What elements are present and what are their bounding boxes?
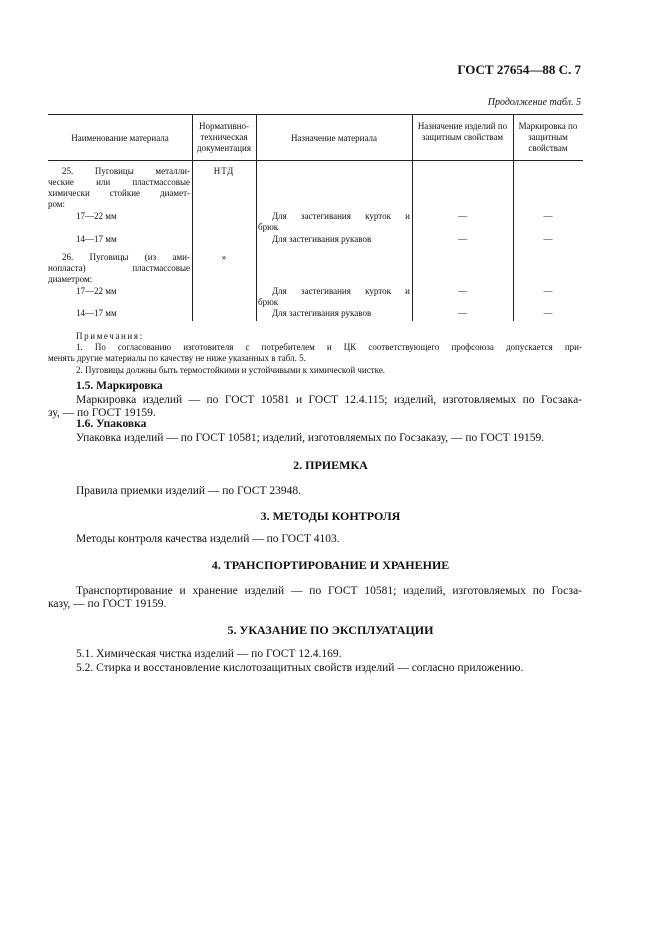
table-header-bottom-border	[48, 160, 583, 161]
section-1-5-line-2: зу, — по ГОСТ 19159.	[48, 407, 156, 419]
item-25-row-2-mark: —	[543, 234, 553, 244]
section-1-5-line-1: Маркировка изделий — по ГОСТ 10581 и ГОСТ 12.4.115; изделий, изготовляемых по Госзака-	[76, 394, 582, 406]
section-2-text: Правила приемки изделий — по ГОСТ 23948.	[76, 485, 302, 497]
item-25-row-1-protect: —	[458, 211, 467, 221]
section-3-title: 3. МЕТОДЫ КОНТРОЛЯ	[260, 509, 401, 523]
item-25-row-1-mark: —	[543, 211, 553, 221]
item-26-row-1-purpose-line-2: брюк	[258, 297, 279, 307]
item-26-name-line-2: нопласта) пластмассовые	[48, 263, 190, 273]
section-4-line-1: Транспортирование и хранение изделий — по ГОСТ 10581; изделий, изготовляемых по Госза-	[76, 585, 582, 597]
note-1-line-1: 1. По согласованию изготовителя с потребителем и ЦК соответствующего профсоюза допускается при-	[76, 342, 582, 352]
column-header-protective-marking: Маркировка по защитным свойствам	[518, 121, 578, 153]
item-26-row-1-purpose-line-1: Для застегивания курток и	[272, 286, 410, 296]
item-25-name-line-4: ром:	[48, 199, 66, 209]
notes-title: Примечания:	[76, 331, 144, 341]
section-1-6-line-1: Упаковка изделий — по ГОСТ 10581; изделий, изготовляемых по Госзаказу, — по ГОСТ 19159.	[76, 432, 545, 444]
column-divider-2	[256, 114, 257, 321]
column-divider-3	[412, 114, 413, 321]
column-header-normative-docs: Нормативно-техническая документация	[196, 121, 252, 153]
item-26-row-2-mark: —	[543, 308, 553, 318]
item-26-row-2-purpose-line-1: Для застегивания рукавов	[272, 308, 372, 318]
item-25-name-line-2: ческие или пластмассовые	[48, 177, 190, 187]
column-divider-1	[192, 114, 193, 321]
section-1-6-title: 1.6. Упаковка	[76, 418, 147, 430]
item-25-name-line-3: химически стойкие диамет-	[48, 188, 190, 198]
note-2: 2. Пуговицы должны быть термостойкими и устойчивыми к химической чистке.	[76, 365, 386, 375]
item-26-row-1-protect: —	[458, 286, 467, 296]
item-25-row-1-purpose-line-1: Для застегивания курток и	[272, 211, 410, 221]
item-26-row-1-mark: —	[543, 286, 553, 296]
section-1-5-title: 1.5. Маркировка	[76, 380, 163, 392]
section-4-line-2: казу, — по ГОСТ 19159.	[48, 598, 167, 610]
column-header-material-purpose: Назначение материала	[290, 133, 378, 143]
section-4-title: 4. ТРАНСПОРТИРОВАНИЕ И ХРАНЕНИЕ	[211, 558, 450, 572]
column-header-material-name: Наименование материала	[71, 133, 169, 143]
item-26-row-1-size: 17—22 мм	[76, 286, 117, 296]
table-top-border	[48, 114, 583, 115]
item-26-doc: »	[221, 252, 227, 262]
section-5-1: 5.1. Химическая чистка изделий — по ГОСТ 12.4.169.	[76, 648, 342, 660]
note-1-line-2: менять другие материалы по качеству не ниже указанных в табл. 5.	[48, 353, 306, 363]
table-continuation-label: Продолжение табл. 5	[487, 97, 581, 108]
column-header-product-protective-purpose: Назначение изделий по защитным свойствам	[417, 121, 508, 142]
item-26-name-line-1: 26. Пуговицы (из ами-	[62, 252, 190, 262]
section-5-2: 5.2. Стирка и восстановление кислотозащитных свойств изделий — согласно приложению.	[76, 662, 524, 674]
item-26-name-line-3: диаметром:	[48, 274, 93, 284]
section-5-title: 5. УКАЗАНИЕ ПО ЭКСПЛУАТАЦИИ	[227, 623, 434, 637]
page-header-title: ГОСТ 27654—88 С. 7	[457, 62, 581, 77]
item-25-row-1-purpose-line-2: брюк	[258, 222, 279, 232]
item-25-row-2-size: 14—17 мм	[76, 234, 117, 244]
column-divider-4	[513, 114, 514, 321]
item-25-row-1-size: 17—22 мм	[76, 211, 117, 221]
item-25-name-line-1: 25. Пуговицы металли-	[62, 166, 190, 176]
item-26-row-2-size: 14—17 мм	[76, 308, 117, 318]
item-25-row-2-protect: —	[458, 234, 467, 244]
item-25-row-2-purpose-line-1: Для застегивания рукавов	[272, 234, 372, 244]
item-25-doc: НТД	[213, 166, 235, 176]
item-26-row-2-protect: —	[458, 308, 467, 318]
section-2-title: 2. ПРИЕМКА	[293, 458, 368, 472]
section-3-text: Методы контроля качества изделий — по ГОСТ 4103.	[76, 533, 340, 545]
